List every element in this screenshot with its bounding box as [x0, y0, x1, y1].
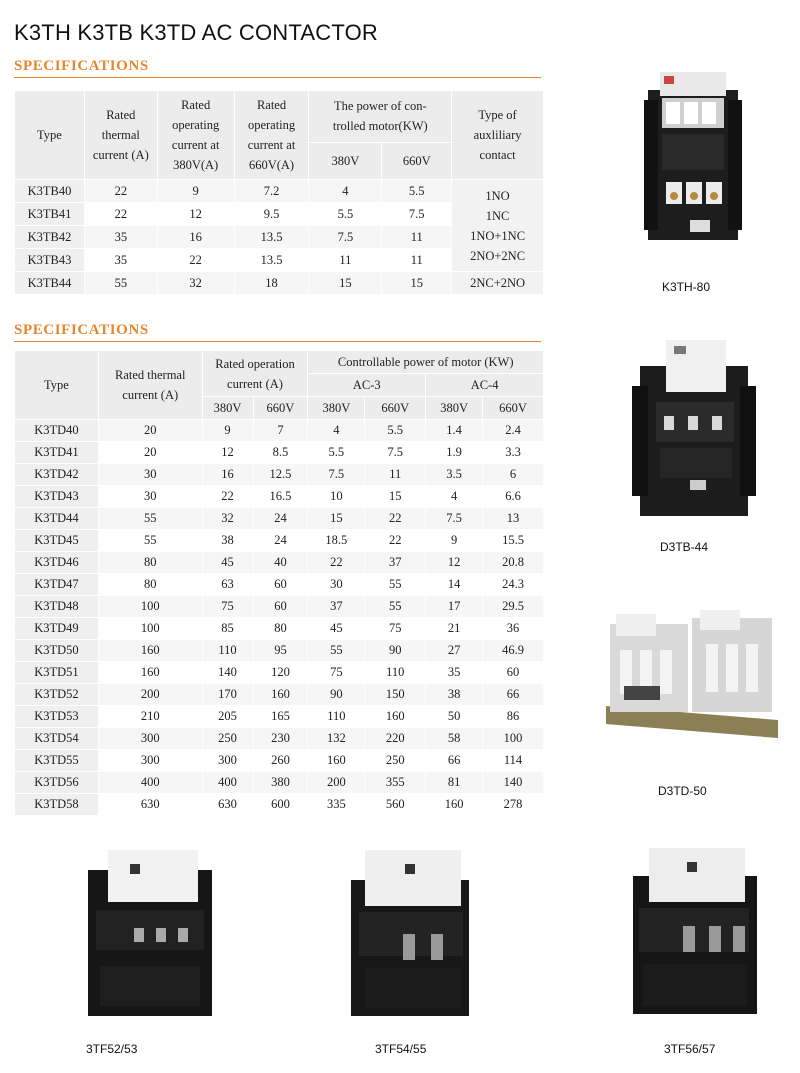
ac4-660-cell: 66 — [483, 684, 544, 706]
thermal-cell: 35 — [84, 226, 157, 249]
op660-cell: 12.5 — [253, 464, 308, 486]
ac4-660-cell: 60 — [483, 662, 544, 684]
table-row — [15, 464, 544, 486]
type-cell: K3TD53 — [15, 706, 99, 728]
op380-cell: 85 — [202, 618, 253, 640]
op380-cell: 9 — [202, 420, 253, 442]
ac4-660-cell: 86 — [483, 706, 544, 728]
ac4-380-cell: 14 — [426, 574, 483, 596]
type-cell: K3TD44 — [15, 508, 99, 530]
ac4-660-cell: 20.8 — [483, 552, 544, 574]
op380-cell: 205 — [202, 706, 253, 728]
ac3-660-cell: 37 — [365, 552, 426, 574]
table-row — [15, 508, 544, 530]
table-row — [15, 552, 544, 574]
3tf52-53-contactor-photo — [80, 850, 220, 1020]
ac4-660-cell: 2.4 — [483, 420, 544, 442]
header-type: Type — [15, 91, 85, 180]
page-title: K3TH K3TB K3TD AC CONTACTOR — [14, 20, 378, 45]
op380-cell: 32 — [157, 272, 234, 295]
section-heading-2: SPECIFICATIONS — [14, 322, 149, 338]
header-rated-operation: Rated operation current (A) — [202, 351, 308, 397]
op380-cell: 38 — [202, 530, 253, 552]
header-ac3-660v: 660V — [365, 397, 426, 420]
header-ac4-380v: 380V — [426, 397, 483, 420]
thermal-cell: 210 — [98, 706, 202, 728]
aux-contact-cell — [452, 180, 544, 272]
ac4-660-cell: 3.3 — [483, 442, 544, 464]
aux-contact-cell: 2NC+2NO — [452, 272, 544, 295]
table-row — [15, 486, 544, 508]
op380-cell: 16 — [202, 464, 253, 486]
op380-cell: 22 — [157, 249, 234, 272]
thermal-cell: 55 — [98, 508, 202, 530]
op660-cell: 230 — [253, 728, 308, 750]
ac4-660-cell: 6 — [483, 464, 544, 486]
ac3-660-cell: 7.5 — [365, 442, 426, 464]
ac3-660-cell: 355 — [365, 772, 426, 794]
op380-cell: 140 — [202, 662, 253, 684]
ac3-660-cell: 75 — [365, 618, 426, 640]
ac4-380-cell: 4 — [426, 486, 483, 508]
op660-cell: 9.5 — [234, 203, 309, 226]
thermal-cell: 80 — [98, 552, 202, 574]
ac3-660-cell: 5.5 — [365, 420, 426, 442]
thermal-cell: 160 — [98, 662, 202, 684]
header-type: Type — [15, 351, 99, 420]
caption-d3td-50: D3TD-50 — [658, 784, 707, 798]
ac4-660-cell: 24.3 — [483, 574, 544, 596]
ac4-380-cell: 1.9 — [426, 442, 483, 464]
op380-cell: 630 — [202, 794, 253, 816]
op660-cell: 160 — [253, 684, 308, 706]
table-row — [15, 662, 544, 684]
ac3-380-cell: 45 — [308, 618, 365, 640]
ac3-660-cell: 160 — [365, 706, 426, 728]
op660-cell: 60 — [253, 596, 308, 618]
ac3-660-cell: 55 — [365, 596, 426, 618]
ac3-660-cell: 90 — [365, 640, 426, 662]
type-cell: K3TB43 — [15, 249, 85, 272]
thermal-cell: 20 — [98, 420, 202, 442]
type-cell: K3TD55 — [15, 750, 99, 772]
section-heading-1: SPECIFICATIONS — [14, 58, 149, 74]
thermal-cell: 22 — [84, 203, 157, 226]
header-thermal: Rated thermal current (A) — [84, 91, 157, 180]
header-ac3: AC-3 — [308, 374, 426, 397]
aux-contact-value: 1NO — [485, 188, 510, 203]
ac3-380-cell: 18.5 — [308, 530, 365, 552]
type-cell: K3TD56 — [15, 772, 99, 794]
aux-contact-value: 1NC — [485, 208, 510, 223]
table-row — [15, 728, 544, 750]
header-ac4: AC-4 — [426, 374, 544, 397]
op380-cell: 12 — [202, 442, 253, 464]
type-cell: K3TD42 — [15, 464, 99, 486]
ac3-380-cell: 30 — [308, 574, 365, 596]
caption-k3th-80: K3TH-80 — [662, 280, 711, 294]
thermal-cell: 100 — [98, 596, 202, 618]
type-cell: K3TB44 — [15, 272, 85, 295]
type-cell: K3TD48 — [15, 596, 99, 618]
ac3-660-cell: 220 — [365, 728, 426, 750]
ac4-380-cell: 12 — [426, 552, 483, 574]
table-row — [15, 442, 544, 464]
ac3-660-cell: 250 — [365, 750, 426, 772]
thermal-cell: 55 — [98, 530, 202, 552]
ac4-660-cell: 6.6 — [483, 486, 544, 508]
d3tb-44-contactor-photo — [630, 336, 758, 522]
ac3-380-cell: 55 — [308, 640, 365, 662]
ac4-660-cell: 140 — [483, 772, 544, 794]
ac4-660-cell: 36 — [483, 618, 544, 640]
op660-cell: 8.5 — [253, 442, 308, 464]
table-row — [15, 530, 544, 552]
type-cell: K3TD51 — [15, 662, 99, 684]
header-aux: Type of auxliliary contact — [452, 91, 544, 180]
thermal-cell: 30 — [98, 464, 202, 486]
ac4-660-cell: 100 — [483, 728, 544, 750]
type-cell: K3TD54 — [15, 728, 99, 750]
3tf56-57-contactor-photo — [625, 848, 765, 1018]
type-cell: K3TD46 — [15, 552, 99, 574]
type-cell: K3TD58 — [15, 794, 99, 816]
ac3-380-cell: 132 — [308, 728, 365, 750]
table-row — [15, 272, 544, 295]
thermal-cell: 80 — [98, 574, 202, 596]
op660-cell: 80 — [253, 618, 308, 640]
ac3-380-cell: 75 — [308, 662, 365, 684]
table-row — [15, 794, 544, 816]
header-ac3-380v: 380V — [308, 397, 365, 420]
op660-cell: 600 — [253, 794, 308, 816]
table-row — [15, 574, 544, 596]
aux-contact-value: 1NO+1NC — [470, 228, 526, 243]
caption-3tf52-53: 3TF52/53 — [86, 1042, 138, 1056]
k3tb-spec-table — [14, 90, 544, 295]
op380-cell: 12 — [157, 203, 234, 226]
op660-cell: 40 — [253, 552, 308, 574]
type-cell: K3TB41 — [15, 203, 85, 226]
ac3-660-cell: 15 — [365, 486, 426, 508]
type-cell: K3TD49 — [15, 618, 99, 640]
power660-cell: 15 — [382, 272, 452, 295]
op660-cell: 13.5 — [234, 226, 309, 249]
power660-cell: 5.5 — [382, 180, 452, 203]
ac4-380-cell: 21 — [426, 618, 483, 640]
op660-cell: 7 — [253, 420, 308, 442]
header-ac4-660v: 660V — [483, 397, 544, 420]
thermal-cell: 300 — [98, 750, 202, 772]
ac4-380-cell: 160 — [426, 794, 483, 816]
op660-cell: 24 — [253, 508, 308, 530]
type-cell: K3TD47 — [15, 574, 99, 596]
ac3-660-cell: 11 — [365, 464, 426, 486]
ac4-380-cell: 9 — [426, 530, 483, 552]
op660-cell: 120 — [253, 662, 308, 684]
ac3-380-cell: 37 — [308, 596, 365, 618]
op380-cell: 63 — [202, 574, 253, 596]
op380-cell: 32 — [202, 508, 253, 530]
thermal-cell: 100 — [98, 618, 202, 640]
ac4-660-cell: 278 — [483, 794, 544, 816]
type-cell: K3TD40 — [15, 420, 99, 442]
power380-cell: 11 — [309, 249, 382, 272]
thermal-cell: 630 — [98, 794, 202, 816]
table-row — [15, 640, 544, 662]
type-cell: K3TD45 — [15, 530, 99, 552]
power380-cell: 15 — [309, 272, 382, 295]
type-cell: K3TD50 — [15, 640, 99, 662]
header-380v: 380V — [309, 142, 382, 179]
thermal-cell: 400 — [98, 772, 202, 794]
ac3-660-cell: 110 — [365, 662, 426, 684]
ac4-660-cell: 15.5 — [483, 530, 544, 552]
op380-cell: 45 — [202, 552, 253, 574]
op380-cell: 110 — [202, 640, 253, 662]
thermal-cell: 55 — [84, 272, 157, 295]
op380-cell: 250 — [202, 728, 253, 750]
ac4-380-cell: 50 — [426, 706, 483, 728]
ac4-660-cell: 114 — [483, 750, 544, 772]
op660-cell: 16.5 — [253, 486, 308, 508]
thermal-cell: 35 — [84, 249, 157, 272]
ac3-380-cell: 90 — [308, 684, 365, 706]
d3td-50-contactor-photo — [602, 610, 782, 750]
section-rule-2 — [14, 341, 541, 342]
ac4-380-cell: 58 — [426, 728, 483, 750]
ac3-380-cell: 4 — [308, 420, 365, 442]
header-power: The power of con- trolled motor(KW) — [309, 91, 452, 143]
ac4-660-cell: 46.9 — [483, 640, 544, 662]
power660-cell: 11 — [382, 226, 452, 249]
header-controllable-power: Controllable power of motor (KW) — [308, 351, 544, 374]
ac3-660-cell: 560 — [365, 794, 426, 816]
power380-cell: 4 — [309, 180, 382, 203]
caption-3tf54-55: 3TF54/55 — [375, 1042, 427, 1056]
power380-cell: 7.5 — [309, 226, 382, 249]
ac3-380-cell: 335 — [308, 794, 365, 816]
table-row — [15, 420, 544, 442]
op660-cell: 380 — [253, 772, 308, 794]
op660-cell: 95 — [253, 640, 308, 662]
ac4-380-cell: 35 — [426, 662, 483, 684]
op660-cell: 13.5 — [234, 249, 309, 272]
op380-cell: 75 — [202, 596, 253, 618]
ac3-380-cell: 110 — [308, 706, 365, 728]
type-cell: K3TB40 — [15, 180, 85, 203]
type-cell: K3TD41 — [15, 442, 99, 464]
op380-cell: 9 — [157, 180, 234, 203]
header-op660: Rated operating current at 660V(A) — [234, 91, 309, 180]
table-row — [15, 706, 544, 728]
ac3-380-cell: 10 — [308, 486, 365, 508]
ac3-660-cell: 55 — [365, 574, 426, 596]
op660-cell: 24 — [253, 530, 308, 552]
op660-cell: 60 — [253, 574, 308, 596]
ac4-380-cell: 38 — [426, 684, 483, 706]
k3th-80-contactor-photo — [640, 70, 746, 250]
op380-cell: 300 — [202, 750, 253, 772]
power380-cell: 5.5 — [309, 203, 382, 226]
ac4-380-cell: 27 — [426, 640, 483, 662]
thermal-cell: 300 — [98, 728, 202, 750]
ac3-380-cell: 15 — [308, 508, 365, 530]
table-row — [15, 772, 544, 794]
type-cell: K3TD43 — [15, 486, 99, 508]
ac4-380-cell: 1.4 — [426, 420, 483, 442]
table-row — [15, 596, 544, 618]
op660-cell: 7.2 — [234, 180, 309, 203]
k3td-spec-table — [14, 350, 544, 816]
op660-cell: 260 — [253, 750, 308, 772]
section-rule-1 — [14, 77, 541, 78]
caption-3tf56-57: 3TF56/57 — [664, 1042, 716, 1056]
header-op-660v: 660V — [253, 397, 308, 420]
header-660v: 660V — [382, 142, 452, 179]
thermal-cell: 200 — [98, 684, 202, 706]
op380-cell: 170 — [202, 684, 253, 706]
thermal-cell: 160 — [98, 640, 202, 662]
op380-cell: 22 — [202, 486, 253, 508]
op660-cell: 18 — [234, 272, 309, 295]
ac3-380-cell: 5.5 — [308, 442, 365, 464]
ac3-660-cell: 22 — [365, 508, 426, 530]
3tf54-55-contactor-photo — [345, 850, 475, 1020]
ac3-380-cell: 200 — [308, 772, 365, 794]
op660-cell: 165 — [253, 706, 308, 728]
ac3-380-cell: 160 — [308, 750, 365, 772]
ac4-380-cell: 81 — [426, 772, 483, 794]
type-cell: K3TB42 — [15, 226, 85, 249]
ac3-380-cell: 7.5 — [308, 464, 365, 486]
ac4-380-cell: 7.5 — [426, 508, 483, 530]
table-row — [15, 684, 544, 706]
ac4-660-cell: 29.5 — [483, 596, 544, 618]
ac4-380-cell: 66 — [426, 750, 483, 772]
op380-cell: 400 — [202, 772, 253, 794]
power660-cell: 7.5 — [382, 203, 452, 226]
power660-cell: 11 — [382, 249, 452, 272]
thermal-cell: 22 — [84, 180, 157, 203]
aux-contact-value: 2NO+2NC — [470, 248, 526, 263]
caption-d3tb-44: D3TB-44 — [660, 540, 709, 554]
thermal-cell: 20 — [98, 442, 202, 464]
thermal-cell: 30 — [98, 486, 202, 508]
ac4-660-cell: 13 — [483, 508, 544, 530]
ac4-380-cell: 17 — [426, 596, 483, 618]
ac3-660-cell: 150 — [365, 684, 426, 706]
ac3-660-cell: 22 — [365, 530, 426, 552]
header-thermal: Rated thermal current (A) — [98, 351, 202, 420]
table-row — [15, 180, 544, 203]
header-op-380v: 380V — [202, 397, 253, 420]
type-cell: K3TD52 — [15, 684, 99, 706]
table-row — [15, 750, 544, 772]
ac4-380-cell: 3.5 — [426, 464, 483, 486]
ac3-380-cell: 22 — [308, 552, 365, 574]
header-op380: Rated operating current at 380V(A) — [157, 91, 234, 180]
op380-cell: 16 — [157, 226, 234, 249]
table-row — [15, 618, 544, 640]
